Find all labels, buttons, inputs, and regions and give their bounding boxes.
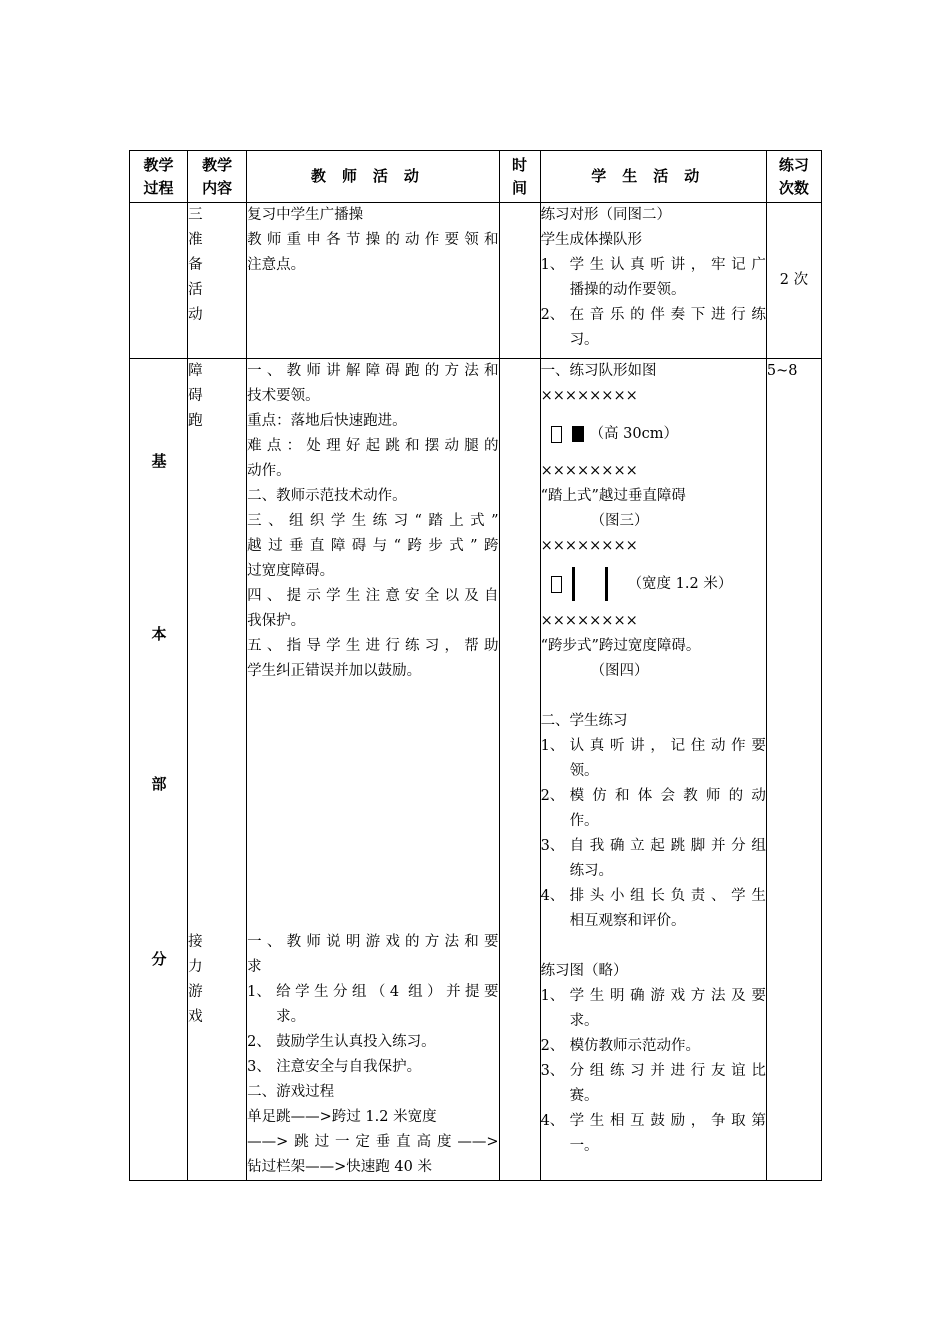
prep-content-cell: 三 准 备 活 动 — [188, 203, 247, 359]
list-item: 4、 学生相互鼓励，争取第 一。 — [540, 1113, 766, 1154]
basic-row — [130, 359, 822, 1181]
header-teacher-activity — [247, 151, 499, 203]
basic-count-cell — [766, 359, 821, 1181]
list-item: 1、 给学生分组（4 组）并提要 求。 — [247, 984, 499, 1025]
list-item: 1、 认真听讲，记住动作要 领。 — [540, 738, 766, 779]
header-count: 练习 次数 — [766, 151, 821, 203]
marker-icon — [551, 426, 562, 443]
hurdle-teacher: 一、教师讲解障碍跑的方法和 技术要领。 重点：落地后快速跑进。 难点：处理好起跳和摆动腿的 动作。 二、教师示范技术动作。 三、组织学生练习“踏上式” 越过垂直障碍与“跨步式”跨 过宽度障碍。 四、提示学生注意安全以及自 我保护。 五、指导学生进行练习，帮助 学生纠正错误并加以鼓励。 — [247, 363, 499, 679]
prep-student-cell: 练习对形（同图二） 学生成体操队形 1、 学生认真听讲，牢记广 播操的动作要领。 2、 在音乐的伴奏下进行练 习。 — [540, 203, 766, 359]
header-process: 教学 过程 — [130, 151, 188, 203]
list-item: 4、 排头小组长负责、学生 相互观察和评价。 — [540, 888, 766, 929]
list-item: 2、 鼓励学生认真投入练习。 — [247, 1034, 436, 1050]
list-item: 2、 在音乐的伴奏下进行练 习。 — [540, 307, 766, 348]
prep-time-cell — [499, 203, 540, 359]
list-item: 1、 学生认真听讲，牢记广 播操的动作要领。 — [540, 257, 766, 298]
header-time: 时 间 — [499, 151, 540, 203]
hurdle-content: 障 碍 跑 — [188, 363, 203, 429]
marker-icon — [551, 576, 562, 593]
prep-row — [130, 203, 822, 359]
basic-student-cell — [540, 359, 766, 1181]
relay-student: 练习图（略） 1、 学生明确游戏方法及要 求。 2、 模仿教师示范动作。 3、 分组练习并进行友谊比 赛。 4、 学生相互鼓励，争取第 一。 — [541, 959, 766, 1159]
width-obstacle-left-icon — [572, 567, 575, 601]
list-item: 3、 注意安全与自我保护。 — [247, 1059, 422, 1075]
lesson-plan-table — [129, 150, 822, 1181]
hurdle-count: 5~8 — [766, 363, 798, 379]
list-item: 2、 模仿和体会教师的动 作。 — [540, 788, 766, 829]
list-item: 2、 模仿教师示范动作。 — [540, 1038, 701, 1054]
prep-process-cell — [130, 203, 188, 359]
hurdle-student: 一、练习队形如图 ×××××××× （高 30cm） ×××××××× “踏上式”越过垂直障碍 （图三） ×××××××× （宽度 1.2 米） ×××××××× “跨步式”跨过宽度障碍。 （图四） 二、学生练习 1、 认真听讲，记住动作要 领。 2、 模仿和体会教师的动 作。 3、 自我确立起跳脚并分组 练习。 4、 排头小组长负责、学生 相互观察和评价。 — [541, 359, 766, 934]
basic-content-cell — [188, 359, 247, 1181]
header-row — [130, 151, 822, 203]
header-content: 教学 内容 — [188, 151, 247, 203]
relay-content: 接 力 游 戏 — [188, 934, 203, 1025]
list-item: 3、 分组练习并进行友谊比 赛。 — [540, 1063, 766, 1104]
relay-teacher: 一、教师说明游戏的方法和要 求 1、 给学生分组（4 组）并提要 求。 2、 鼓励学生认真投入练习。 3、 注意安全与自我保护。 二、游戏过程 单足跳——>跨过 1.2 米宽度 ——>跳过一定垂直高度——> 钻过栏架——>快速跑 40 米 — [247, 934, 499, 1175]
header-teacher-label: 教师活动 — [310, 167, 435, 185]
prep-teacher-cell: 复习中学生广播操 教师重申各节操的动作要领和 注意点。 — [247, 203, 499, 359]
figure-four: （宽度 1.2 米） — [541, 559, 766, 609]
figure-three: （高 30cm） — [541, 409, 766, 459]
list-item: 1、 学生明确游戏方法及要 求。 — [540, 988, 766, 1029]
list-item: 3、 自我确立起跳脚并分组 练习。 — [540, 838, 766, 879]
basic-time-cell — [499, 359, 540, 1181]
vertical-obstacle-icon — [572, 426, 584, 442]
width-obstacle-right-icon — [605, 567, 608, 601]
prep-count: 2 次 — [779, 272, 809, 288]
basic-teacher-cell — [247, 359, 499, 1181]
prep-count-cell — [766, 203, 821, 359]
basic-stage-cell: 基 本 部 分 — [130, 359, 188, 1181]
header-student-label: 学生活动 — [591, 167, 716, 185]
header-student-activity — [540, 151, 766, 203]
